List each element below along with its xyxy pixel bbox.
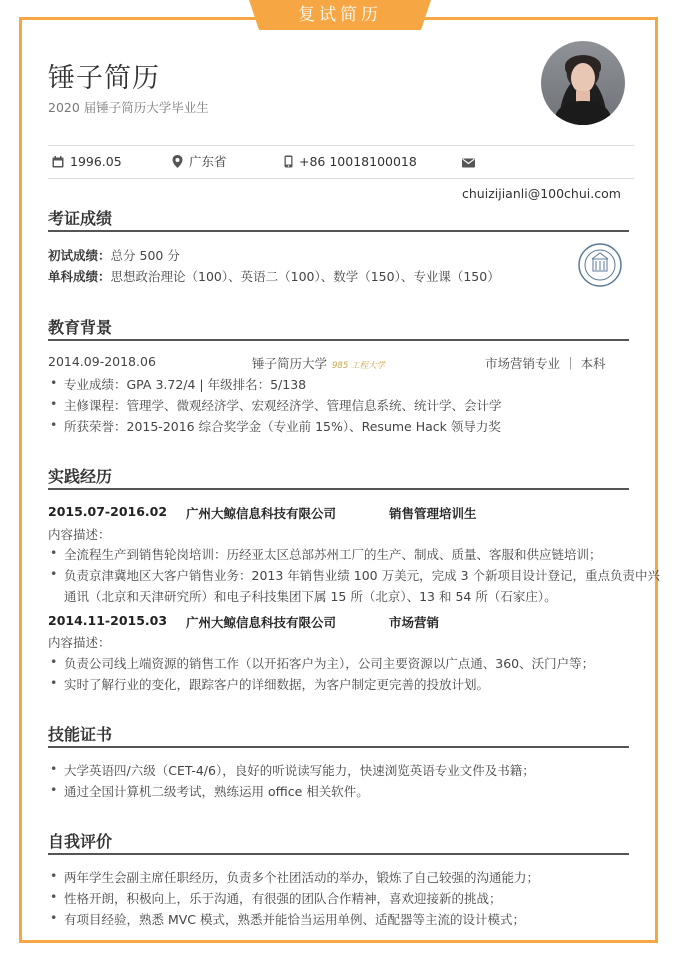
section-divider <box>48 746 629 748</box>
edu-major: 市场营销专业 ｜ 本科 <box>485 356 606 371</box>
calendar-icon <box>52 156 64 168</box>
list-item: • 主修课程：管理学、微观经济学、宏观经济学、管理信息系统、统计学、会计学 <box>50 396 502 414</box>
exam-prelim-label: 初试成绩： <box>48 248 111 263</box>
edu-school <box>252 354 385 372</box>
list-item: • 有项目经验，熟悉 MVC 模式，熟悉并能恰当运用单例、适配器等主流的设计模式； <box>50 910 525 928</box>
exam-single <box>48 267 500 285</box>
exam-prelim <box>48 246 180 264</box>
contact-bar <box>48 145 634 201</box>
list-item: • 所获荣誉：2015-2016 综合奖学金（专业前 15%）、Resume Hack 领导力奖 <box>50 417 501 435</box>
resume-subtitle: 2020 届锤子简历大学毕业生 <box>48 100 209 115</box>
section-title-skills: 技能证书 <box>48 725 113 744</box>
exam-single-label: 单科成绩： <box>48 269 111 284</box>
section-divider <box>48 853 629 855</box>
location-pin-icon <box>172 155 183 168</box>
contact-birth <box>52 146 122 178</box>
section-divider <box>48 488 629 490</box>
section-title-education: 教育背景 <box>48 318 113 337</box>
list-item: • 负责京津冀地区大客户销售业务：2013 年销售业绩 100 万美元，完成 3 个新项目设计登记，重点负责中兴 <box>50 566 660 584</box>
list-item: • 全流程生产到销售轮岗培训：历经亚太区总部苏州工厂的生产、制成、质量、客服和供应链培训； <box>50 545 602 563</box>
exam-single-value: 思想政治理论（100）、英语二（100）、数学（150）、专业课（150） <box>110 269 500 284</box>
section-title-exam: 考证成绩 <box>48 209 113 228</box>
contact-phone <box>284 146 417 178</box>
list-item: • 两年学生会副主席任职经历，负责多个社团活动的举办，锻炼了自己较强的沟通能力； <box>50 868 539 886</box>
email-text: chuizijianli@100chui.com <box>462 186 621 201</box>
list-item: • 大学英语四/六级（CET-4/6），良好的听说读写能力，快速浏览英语专业文件及书籍； <box>50 761 535 779</box>
list-item: • 性格开朗，积极向上，乐于沟通，有很强的团队合作精神，喜欢迎接新的挑战； <box>50 889 502 907</box>
list-item: • 负责公司线上端资源的销售工作（以开拓客户为主），公司主要资源以广点通、360、沃门户等； <box>50 654 594 672</box>
job-desc-label: 内容描述： <box>48 635 111 650</box>
email-icon <box>462 158 475 168</box>
job-company: 广州大鲸信息科技有限公司 <box>186 506 337 521</box>
section-title-practice: 实践经历 <box>48 467 113 486</box>
exam-prelim-value: 总分 500 分 <box>110 248 180 263</box>
section-divider <box>48 230 629 232</box>
header-tab: 复试简历 <box>259 0 421 30</box>
resume-name: 锤子简历 <box>48 63 160 94</box>
phone-text: +86 10018100018 <box>299 154 417 169</box>
section-title-self: 自我评价 <box>48 832 113 851</box>
section-divider <box>48 339 629 341</box>
job-period: 2015.07-2016.02 <box>48 504 168 519</box>
birth-text: 1996.05 <box>70 154 122 169</box>
edu-period: 2014.09-2018.06 <box>48 354 156 369</box>
avatar <box>541 41 625 125</box>
location-text: 广东省 <box>189 154 227 169</box>
job-desc-label: 内容描述： <box>48 527 111 542</box>
edu-school-tag: 985 工程大学 <box>332 361 385 371</box>
list-item-continuation: 通讯（北京和天津研究所）和电子科技集团下属 15 所（北京）、13 和 54 所（石家庄）。 <box>64 589 557 604</box>
job-role: 销售管理培训生 <box>389 506 477 521</box>
edu-school-name: 锤子简历大学 <box>252 356 328 371</box>
contact-location <box>172 146 227 178</box>
phone-icon <box>284 155 293 168</box>
list-item: • 通过全国计算机二级考试，熟练运用 office 相关软件。 <box>50 782 369 800</box>
job-company: 广州大鲸信息科技有限公司 <box>186 615 337 630</box>
list-item: • 实时了解行业的变化，跟踪客户的详细数据，为客户制定更完善的投放计划。 <box>50 675 489 693</box>
list-item: • 专业成绩：GPA 3.72/4 | 年级排名：5/138 <box>50 375 306 393</box>
university-seal-icon <box>578 243 622 287</box>
contact-email <box>462 146 634 201</box>
job-period: 2014.11-2015.03 <box>48 613 168 628</box>
job-role: 市场营销 <box>389 615 440 630</box>
